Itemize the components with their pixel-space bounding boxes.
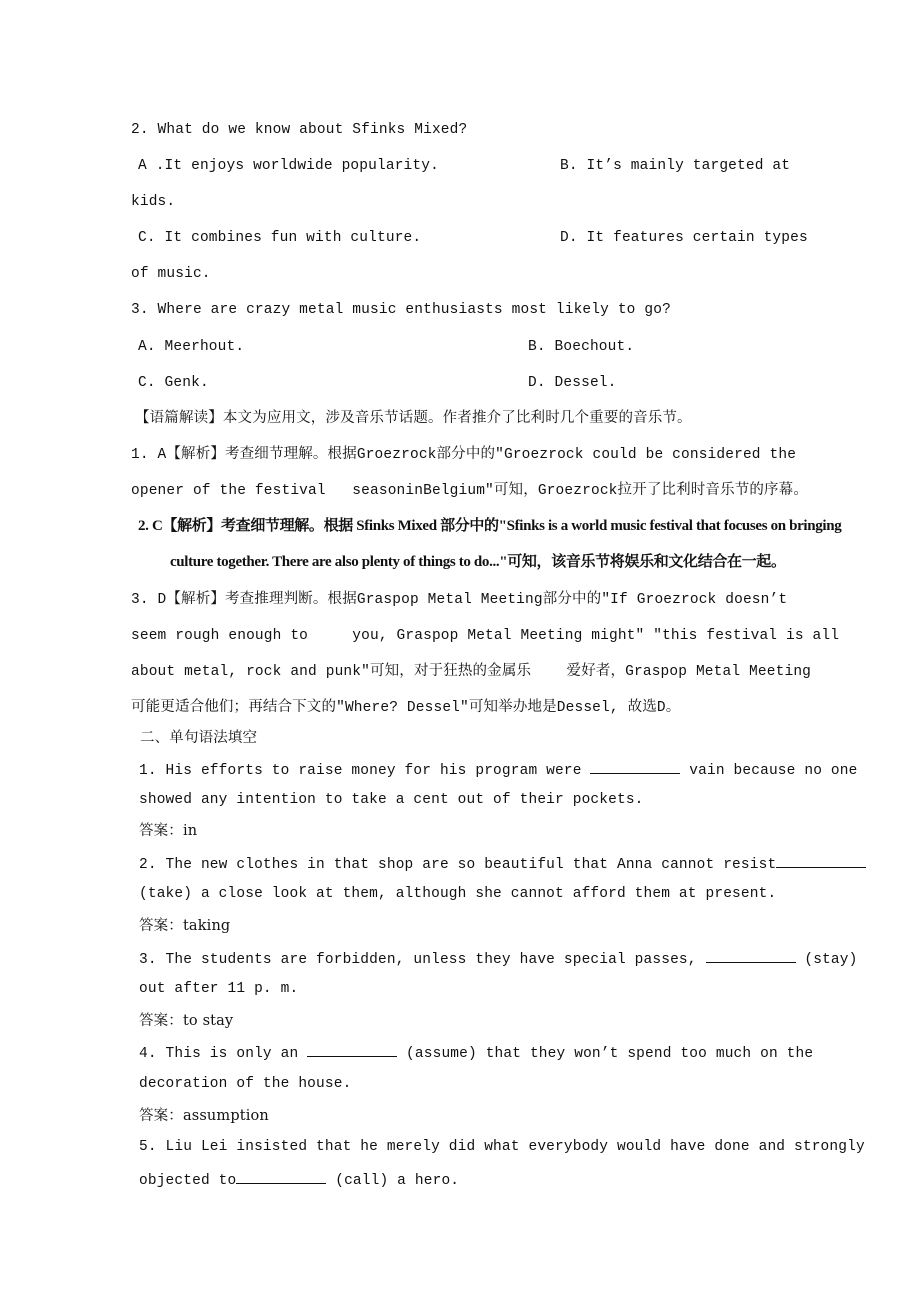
passage-summary: 【语篇解读】本文为应用文，涉及音乐节话题。作者推介了比利时几个重要的音乐节。 — [135, 410, 692, 426]
grammar-item-1-answer: 答案：in — [139, 823, 198, 839]
answer-blank — [590, 760, 680, 774]
question-3-option-b: B. Boechout. — [528, 339, 635, 355]
question-2-option-b-cont: kids. — [131, 194, 176, 210]
question-3-option-c: C. Genk. — [138, 375, 209, 391]
answer-3-line-4: 可能更适合他们；再结合下文的"Where? Dessel"可知举办地是Dessel, 故选D。 — [131, 700, 681, 716]
section-heading: 二、单句语法填空 — [140, 730, 258, 746]
item-1-text-a: 1. His efforts to raise money for his program were — [139, 763, 591, 779]
item-3-text-b: (stay) — [795, 952, 858, 968]
question-2-stem: 2. What do we know about Sfinks Mixed? — [131, 122, 468, 138]
grammar-item-3-line-2: out after 11 p. m. — [139, 981, 299, 997]
answer-3-line-1: 3. D【解析】考查推理判断。根据Graspop Metal Meeting部分中的"If Groezrock doesn’t — [131, 592, 788, 608]
question-3-stem: 3. Where are crazy metal music enthusiasts most likely to go? — [131, 302, 671, 318]
item-5-text-b: (call) a hero. — [326, 1173, 460, 1189]
grammar-item-2-line-2: (take) a close look at them, although she cannot afford them at present. — [139, 886, 777, 902]
grammar-item-2-answer: 答案：taking — [139, 918, 231, 934]
item-2-text-a: 2. The new clothes in that shop are so beautiful that Anna cannot resist — [139, 857, 777, 873]
question-3-option-d: D. Dessel. — [528, 375, 617, 391]
answer-1-line-2: opener of the festival seasoninBelgium"可知，Groezrock拉开了比利时音乐节的序幕。 — [131, 483, 808, 499]
answer-2-line-2: culture together. There are also plenty of things to do..."可知，该音乐节将娱乐和文化结合在一起。 — [170, 554, 786, 570]
answer-blank — [307, 1043, 397, 1057]
answer-blank — [236, 1170, 326, 1184]
question-3-option-a: A. Meerhout. — [138, 339, 245, 355]
grammar-item-5-line-2 — [139, 1170, 459, 1190]
question-2-option-c: C. It combines fun with culture. — [138, 230, 422, 246]
grammar-item-3-answer: 答案：to stay — [139, 1013, 234, 1029]
item-3-text-a: 3. The students are forbidden, unless they have special passes, — [139, 952, 706, 968]
item-4-text-b: (assume) that they won’t spend too much on the — [397, 1046, 814, 1062]
answer-2-line-1: 2. C【解析】考查细节理解。根据 Sfinks Mixed 部分中的"Sfinks is a world music festival that focuses on bringing — [138, 518, 842, 534]
item-1-text-b: vain because no one — [680, 763, 858, 779]
answer-blank — [706, 949, 796, 963]
grammar-item-4-line-2: decoration of the house. — [139, 1076, 352, 1092]
item-5-text-a: objected to — [139, 1173, 237, 1189]
question-2-option-a: A .It enjoys worldwide popularity. — [138, 158, 439, 174]
question-2-option-d: D. It features certain types — [560, 230, 808, 246]
grammar-item-4-answer: 答案：assumption — [139, 1108, 269, 1124]
grammar-item-3-line-1 — [139, 949, 857, 969]
question-2-option-d-cont: of music. — [131, 266, 211, 282]
answer-1-line-1: 1. A【解析】考查细节理解。根据Groezrock部分中的"Groezrock could be considered the — [131, 447, 797, 463]
grammar-item-1-line-1 — [139, 760, 857, 780]
item-4-text-a: 4. This is only an — [139, 1046, 308, 1062]
question-2-option-b: B. It’s mainly targeted at — [560, 158, 791, 174]
answer-blank — [776, 854, 866, 868]
answer-3-line-2: seem rough enough to you, Graspop Metal Meeting might" "this festival is all — [131, 628, 840, 644]
grammar-item-5-line-1: 5. Liu Lei insisted that he merely did what everybody would have done and strongly — [139, 1139, 865, 1155]
grammar-item-4-line-1 — [139, 1043, 813, 1063]
grammar-item-1-line-2: showed any intention to take a cent out of their pockets. — [139, 792, 644, 808]
answer-3-line-3: about metal, rock and punk"可知，对于狂热的金属乐 爱好者，Graspop Metal Meeting — [131, 664, 812, 680]
grammar-item-2-line-1 — [139, 854, 866, 874]
